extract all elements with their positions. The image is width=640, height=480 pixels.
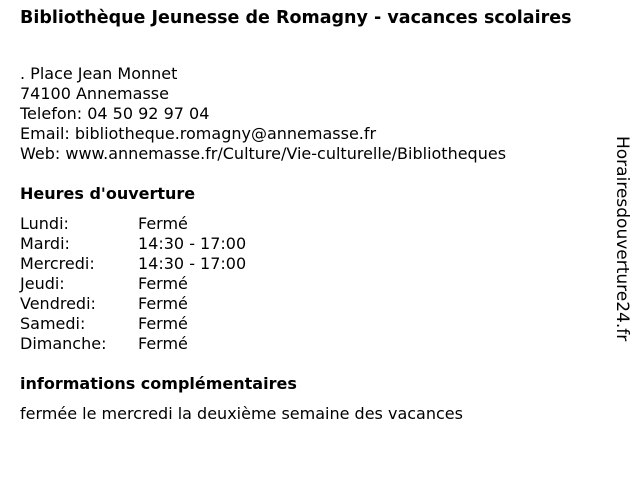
hours-value: Fermé xyxy=(138,214,188,233)
additional-info-text: fermée le mercredi la deuxième semaine des vacances xyxy=(20,404,463,423)
day-label: Mardi: xyxy=(20,234,70,253)
phone-number: Telefon: 04 50 92 97 04 xyxy=(20,104,210,123)
additional-info-heading: informations complémentaires xyxy=(20,374,297,393)
email-address: Email: bibliotheque.romagny@annemasse.fr xyxy=(20,124,377,143)
day-label: Jeudi: xyxy=(20,274,65,293)
opening-hours-heading: Heures d'ouverture xyxy=(20,184,196,203)
day-label: Vendredi: xyxy=(20,294,96,313)
hours-value: Fermé xyxy=(138,294,188,313)
city-postcode: 74100 Annemasse xyxy=(20,84,169,103)
day-label: Mercredi: xyxy=(20,254,95,273)
website-url: Web: www.annemasse.fr/Culture/Vie-culturelle/Bibliotheques xyxy=(20,144,507,163)
day-label: Lundi: xyxy=(20,214,69,233)
hours-value: Fermé xyxy=(138,314,188,333)
address-block xyxy=(20,64,506,164)
hours-value: 14:30 - 17:00 xyxy=(138,234,247,253)
day-label: Dimanche: xyxy=(20,334,107,353)
page-title: Bibliothèque Jeunesse de Romagny - vacances scolaires xyxy=(20,8,572,28)
site-watermark: Horairesdouverture24.fr xyxy=(612,136,632,342)
hours-value: Fermé xyxy=(138,274,188,293)
street-address: . Place Jean Monnet xyxy=(20,64,178,83)
day-label: Samedi: xyxy=(20,314,86,333)
hours-value: 14:30 - 17:00 xyxy=(138,254,247,273)
hours-value: Fermé xyxy=(138,334,188,353)
